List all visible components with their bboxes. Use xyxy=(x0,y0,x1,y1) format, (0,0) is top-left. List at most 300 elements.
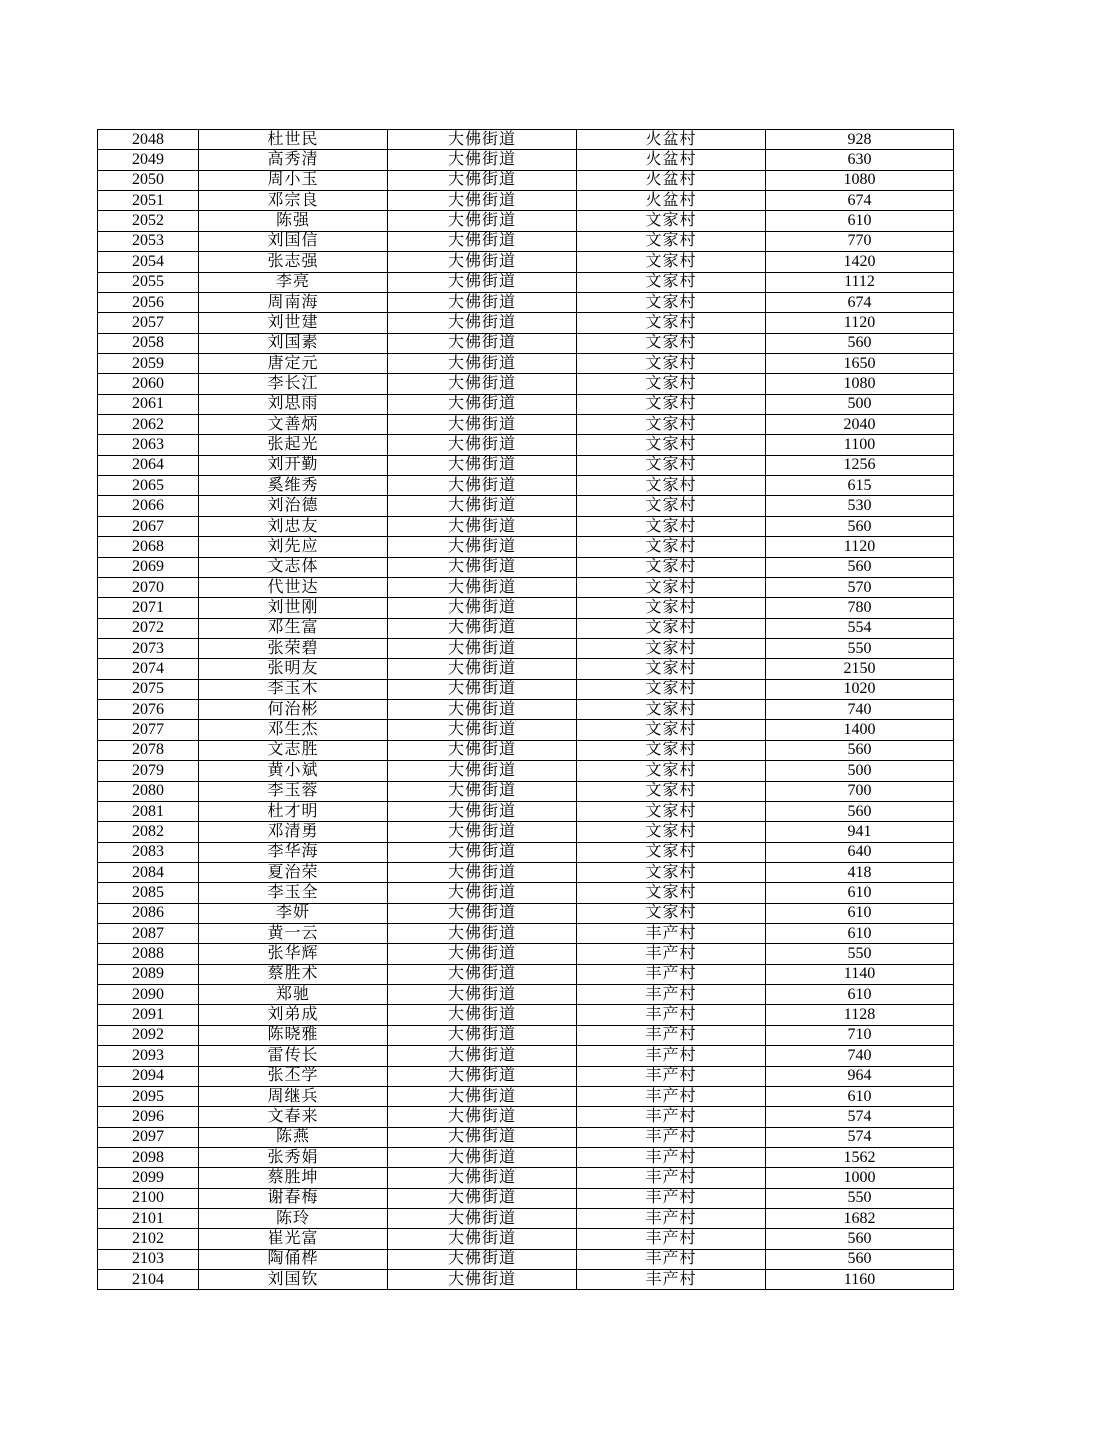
table-row xyxy=(98,679,954,699)
amount-cell: 1140 xyxy=(766,964,954,984)
serial-number-cell: 2099 xyxy=(98,1168,199,1188)
village-cell: 文家村 xyxy=(577,313,766,333)
name-cell: 刘思雨 xyxy=(199,394,388,414)
serial-number-cell: 2067 xyxy=(98,516,199,536)
serial-number-cell: 2063 xyxy=(98,435,199,455)
serial-number-cell: 2092 xyxy=(98,1025,199,1045)
subdistrict-cell: 大佛街道 xyxy=(388,638,577,658)
table-row xyxy=(98,211,954,231)
village-cell: 文家村 xyxy=(577,781,766,801)
subdistrict-cell: 大佛街道 xyxy=(388,985,577,1005)
village-cell: 火盆村 xyxy=(577,150,766,170)
name-cell: 邓生杰 xyxy=(199,720,388,740)
village-cell: 火盆村 xyxy=(577,130,766,150)
amount-cell: 964 xyxy=(766,1066,954,1086)
amount-cell: 780 xyxy=(766,598,954,618)
amount-cell: 710 xyxy=(766,1025,954,1045)
serial-number-cell: 2068 xyxy=(98,537,199,557)
serial-number-cell: 2079 xyxy=(98,761,199,781)
amount-cell: 740 xyxy=(766,700,954,720)
subdistrict-cell: 大佛街道 xyxy=(388,333,577,353)
table-row xyxy=(98,1147,954,1167)
serial-number-cell: 2100 xyxy=(98,1188,199,1208)
amount-cell: 500 xyxy=(766,761,954,781)
name-cell: 张华辉 xyxy=(199,944,388,964)
village-cell: 丰产村 xyxy=(577,1229,766,1249)
serial-number-cell: 2104 xyxy=(98,1270,199,1290)
village-cell: 文家村 xyxy=(577,415,766,435)
serial-number-cell: 2072 xyxy=(98,618,199,638)
name-cell: 张起光 xyxy=(199,435,388,455)
village-cell: 文家村 xyxy=(577,435,766,455)
village-cell: 文家村 xyxy=(577,333,766,353)
amount-cell: 1120 xyxy=(766,313,954,333)
subdistrict-cell: 大佛街道 xyxy=(388,964,577,984)
serial-number-cell: 2070 xyxy=(98,577,199,597)
village-cell: 文家村 xyxy=(577,252,766,272)
serial-number-cell: 2089 xyxy=(98,964,199,984)
subdistrict-cell: 大佛街道 xyxy=(388,1127,577,1147)
table-row xyxy=(98,862,954,882)
amount-cell: 610 xyxy=(766,1086,954,1106)
table-row xyxy=(98,496,954,516)
subdistrict-cell: 大佛街道 xyxy=(388,191,577,211)
village-cell: 文家村 xyxy=(577,842,766,862)
table-row xyxy=(98,150,954,170)
village-cell: 文家村 xyxy=(577,700,766,720)
subdistrict-cell: 大佛街道 xyxy=(388,292,577,312)
name-cell: 崔光富 xyxy=(199,1229,388,1249)
name-cell: 张明友 xyxy=(199,659,388,679)
serial-number-cell: 2058 xyxy=(98,333,199,353)
name-cell: 何治彬 xyxy=(199,700,388,720)
serial-number-cell: 2095 xyxy=(98,1086,199,1106)
village-cell: 文家村 xyxy=(577,353,766,373)
village-cell: 文家村 xyxy=(577,537,766,557)
amount-cell: 550 xyxy=(766,1188,954,1208)
table-row xyxy=(98,924,954,944)
name-cell: 雷传长 xyxy=(199,1046,388,1066)
village-cell: 丰产村 xyxy=(577,1086,766,1106)
village-cell: 丰产村 xyxy=(577,924,766,944)
serial-number-cell: 2086 xyxy=(98,903,199,923)
table-row xyxy=(98,1005,954,1025)
village-cell: 丰产村 xyxy=(577,1249,766,1269)
amount-cell: 1420 xyxy=(766,252,954,272)
amount-cell: 1100 xyxy=(766,435,954,455)
serial-number-cell: 2069 xyxy=(98,557,199,577)
amount-cell: 610 xyxy=(766,903,954,923)
amount-cell: 610 xyxy=(766,924,954,944)
name-cell: 张志强 xyxy=(199,252,388,272)
name-cell: 邓生富 xyxy=(199,618,388,638)
table-row xyxy=(98,740,954,760)
subdistrict-cell: 大佛街道 xyxy=(388,1066,577,1086)
name-cell: 邓宗良 xyxy=(199,191,388,211)
table-row xyxy=(98,700,954,720)
subdistrict-cell: 大佛街道 xyxy=(388,435,577,455)
amount-cell: 418 xyxy=(766,862,954,882)
village-cell: 文家村 xyxy=(577,720,766,740)
name-cell: 刘世建 xyxy=(199,313,388,333)
amount-cell: 550 xyxy=(766,944,954,964)
subdistrict-cell: 大佛街道 xyxy=(388,1046,577,1066)
subdistrict-cell: 大佛街道 xyxy=(388,740,577,760)
village-cell: 文家村 xyxy=(577,822,766,842)
table-row xyxy=(98,638,954,658)
serial-number-cell: 2090 xyxy=(98,985,199,1005)
village-cell: 文家村 xyxy=(577,292,766,312)
amount-cell: 560 xyxy=(766,516,954,536)
village-cell: 文家村 xyxy=(577,761,766,781)
name-cell: 奚维秀 xyxy=(199,476,388,496)
serial-number-cell: 2082 xyxy=(98,822,199,842)
table-row xyxy=(98,435,954,455)
amount-cell: 610 xyxy=(766,883,954,903)
serial-number-cell: 2076 xyxy=(98,700,199,720)
subdistrict-cell: 大佛街道 xyxy=(388,211,577,231)
serial-number-cell: 2056 xyxy=(98,292,199,312)
table-row xyxy=(98,394,954,414)
amount-cell: 928 xyxy=(766,130,954,150)
table-row xyxy=(98,1229,954,1249)
records-table-body xyxy=(98,130,954,1290)
subdistrict-cell: 大佛街道 xyxy=(388,374,577,394)
village-cell: 文家村 xyxy=(577,476,766,496)
serial-number-cell: 2055 xyxy=(98,272,199,292)
serial-number-cell: 2060 xyxy=(98,374,199,394)
amount-cell: 550 xyxy=(766,638,954,658)
amount-cell: 1256 xyxy=(766,455,954,475)
table-row xyxy=(98,822,954,842)
subdistrict-cell: 大佛街道 xyxy=(388,130,577,150)
amount-cell: 674 xyxy=(766,191,954,211)
table-row xyxy=(98,985,954,1005)
amount-cell: 560 xyxy=(766,1249,954,1269)
table-row xyxy=(98,292,954,312)
table-row xyxy=(98,1107,954,1127)
name-cell: 李玉全 xyxy=(199,883,388,903)
village-cell: 文家村 xyxy=(577,618,766,638)
amount-cell: 615 xyxy=(766,476,954,496)
village-cell: 丰产村 xyxy=(577,1005,766,1025)
serial-number-cell: 2054 xyxy=(98,252,199,272)
village-cell: 丰产村 xyxy=(577,1127,766,1147)
amount-cell: 560 xyxy=(766,740,954,760)
subdistrict-cell: 大佛街道 xyxy=(388,781,577,801)
subdistrict-cell: 大佛街道 xyxy=(388,761,577,781)
serial-number-cell: 2103 xyxy=(98,1249,199,1269)
amount-cell: 500 xyxy=(766,394,954,414)
serial-number-cell: 2066 xyxy=(98,496,199,516)
village-cell: 丰产村 xyxy=(577,1209,766,1229)
name-cell: 陈燕 xyxy=(199,1127,388,1147)
amount-cell: 560 xyxy=(766,1229,954,1249)
serial-number-cell: 2080 xyxy=(98,781,199,801)
name-cell: 刘世刚 xyxy=(199,598,388,618)
table-row xyxy=(98,801,954,821)
subdistrict-cell: 大佛街道 xyxy=(388,353,577,373)
table-row xyxy=(98,944,954,964)
table-row xyxy=(98,1188,954,1208)
village-cell: 文家村 xyxy=(577,903,766,923)
subdistrict-cell: 大佛街道 xyxy=(388,659,577,679)
subdistrict-cell: 大佛街道 xyxy=(388,1086,577,1106)
table-row xyxy=(98,252,954,272)
amount-cell: 1080 xyxy=(766,374,954,394)
serial-number-cell: 2050 xyxy=(98,170,199,190)
subdistrict-cell: 大佛街道 xyxy=(388,618,577,638)
amount-cell: 610 xyxy=(766,985,954,1005)
serial-number-cell: 2064 xyxy=(98,455,199,475)
name-cell: 杜世民 xyxy=(199,130,388,150)
name-cell: 周南海 xyxy=(199,292,388,312)
name-cell: 李亮 xyxy=(199,272,388,292)
village-cell: 丰产村 xyxy=(577,985,766,1005)
table-row xyxy=(98,720,954,740)
village-cell: 文家村 xyxy=(577,883,766,903)
table-row xyxy=(98,964,954,984)
table-row xyxy=(98,842,954,862)
village-cell: 丰产村 xyxy=(577,1066,766,1086)
table-row xyxy=(98,761,954,781)
village-cell: 丰产村 xyxy=(577,1025,766,1045)
village-cell: 文家村 xyxy=(577,211,766,231)
village-cell: 文家村 xyxy=(577,659,766,679)
table-row xyxy=(98,1270,954,1290)
amount-cell: 610 xyxy=(766,211,954,231)
subdistrict-cell: 大佛街道 xyxy=(388,1229,577,1249)
village-cell: 文家村 xyxy=(577,231,766,251)
amount-cell: 1120 xyxy=(766,537,954,557)
village-cell: 火盆村 xyxy=(577,191,766,211)
table-row xyxy=(98,598,954,618)
amount-cell: 1020 xyxy=(766,679,954,699)
name-cell: 文志体 xyxy=(199,557,388,577)
table-row xyxy=(98,883,954,903)
table-row xyxy=(98,191,954,211)
name-cell: 蔡胜坤 xyxy=(199,1168,388,1188)
table-row xyxy=(98,1209,954,1229)
village-cell: 文家村 xyxy=(577,374,766,394)
village-cell: 丰产村 xyxy=(577,1107,766,1127)
subdistrict-cell: 大佛街道 xyxy=(388,170,577,190)
amount-cell: 560 xyxy=(766,801,954,821)
amount-cell: 1160 xyxy=(766,1270,954,1290)
amount-cell: 570 xyxy=(766,577,954,597)
subdistrict-cell: 大佛街道 xyxy=(388,394,577,414)
subdistrict-cell: 大佛街道 xyxy=(388,1147,577,1167)
subdistrict-cell: 大佛街道 xyxy=(388,455,577,475)
serial-number-cell: 2065 xyxy=(98,476,199,496)
village-cell: 文家村 xyxy=(577,638,766,658)
amount-cell: 530 xyxy=(766,496,954,516)
serial-number-cell: 2098 xyxy=(98,1147,199,1167)
village-cell: 文家村 xyxy=(577,516,766,536)
amount-cell: 740 xyxy=(766,1046,954,1066)
subdistrict-cell: 大佛街道 xyxy=(388,1005,577,1025)
table-row xyxy=(98,313,954,333)
serial-number-cell: 2077 xyxy=(98,720,199,740)
table-row xyxy=(98,1086,954,1106)
serial-number-cell: 2075 xyxy=(98,679,199,699)
name-cell: 陈强 xyxy=(199,211,388,231)
serial-number-cell: 2051 xyxy=(98,191,199,211)
serial-number-cell: 2074 xyxy=(98,659,199,679)
records-table xyxy=(97,129,954,1290)
subdistrict-cell: 大佛街道 xyxy=(388,496,577,516)
subdistrict-cell: 大佛街道 xyxy=(388,150,577,170)
name-cell: 李长江 xyxy=(199,374,388,394)
serial-number-cell: 2073 xyxy=(98,638,199,658)
amount-cell: 700 xyxy=(766,781,954,801)
serial-number-cell: 2088 xyxy=(98,944,199,964)
name-cell: 周小玉 xyxy=(199,170,388,190)
table-row xyxy=(98,415,954,435)
village-cell: 文家村 xyxy=(577,801,766,821)
village-cell: 文家村 xyxy=(577,862,766,882)
subdistrict-cell: 大佛街道 xyxy=(388,313,577,333)
amount-cell: 941 xyxy=(766,822,954,842)
village-cell: 文家村 xyxy=(577,577,766,597)
amount-cell: 640 xyxy=(766,842,954,862)
subdistrict-cell: 大佛街道 xyxy=(388,598,577,618)
amount-cell: 560 xyxy=(766,333,954,353)
name-cell: 刘开勤 xyxy=(199,455,388,475)
amount-cell: 560 xyxy=(766,557,954,577)
table-row xyxy=(98,1168,954,1188)
amount-cell: 630 xyxy=(766,150,954,170)
subdistrict-cell: 大佛街道 xyxy=(388,415,577,435)
table-row xyxy=(98,516,954,536)
serial-number-cell: 2093 xyxy=(98,1046,199,1066)
name-cell: 唐定元 xyxy=(199,353,388,373)
table-row xyxy=(98,537,954,557)
amount-cell: 1128 xyxy=(766,1005,954,1025)
subdistrict-cell: 大佛街道 xyxy=(388,1168,577,1188)
amount-cell: 2040 xyxy=(766,415,954,435)
table-row xyxy=(98,272,954,292)
name-cell: 代世达 xyxy=(199,577,388,597)
subdistrict-cell: 大佛街道 xyxy=(388,862,577,882)
subdistrict-cell: 大佛街道 xyxy=(388,1025,577,1045)
serial-number-cell: 2059 xyxy=(98,353,199,373)
subdistrict-cell: 大佛街道 xyxy=(388,842,577,862)
serial-number-cell: 2078 xyxy=(98,740,199,760)
table-row xyxy=(98,577,954,597)
amount-cell: 674 xyxy=(766,292,954,312)
village-cell: 文家村 xyxy=(577,679,766,699)
name-cell: 杜才明 xyxy=(199,801,388,821)
subdistrict-cell: 大佛街道 xyxy=(388,1270,577,1290)
table-row xyxy=(98,476,954,496)
serial-number-cell: 2084 xyxy=(98,862,199,882)
serial-number-cell: 2057 xyxy=(98,313,199,333)
serial-number-cell: 2049 xyxy=(98,150,199,170)
table-row xyxy=(98,659,954,679)
village-cell: 文家村 xyxy=(577,272,766,292)
amount-cell: 554 xyxy=(766,618,954,638)
serial-number-cell: 2071 xyxy=(98,598,199,618)
serial-number-cell: 2053 xyxy=(98,231,199,251)
name-cell: 刘国素 xyxy=(199,333,388,353)
subdistrict-cell: 大佛街道 xyxy=(388,944,577,964)
village-cell: 文家村 xyxy=(577,740,766,760)
amount-cell: 1650 xyxy=(766,353,954,373)
serial-number-cell: 2085 xyxy=(98,883,199,903)
name-cell: 黄一云 xyxy=(199,924,388,944)
amount-cell: 2150 xyxy=(766,659,954,679)
village-cell: 丰产村 xyxy=(577,1046,766,1066)
amount-cell: 574 xyxy=(766,1127,954,1147)
village-cell: 丰产村 xyxy=(577,1188,766,1208)
table-row xyxy=(98,455,954,475)
name-cell: 刘先应 xyxy=(199,537,388,557)
subdistrict-cell: 大佛街道 xyxy=(388,801,577,821)
table-row xyxy=(98,353,954,373)
serial-number-cell: 2094 xyxy=(98,1066,199,1086)
serial-number-cell: 2081 xyxy=(98,801,199,821)
village-cell: 文家村 xyxy=(577,598,766,618)
name-cell: 李玉蓉 xyxy=(199,781,388,801)
subdistrict-cell: 大佛街道 xyxy=(388,1249,577,1269)
table-row xyxy=(98,333,954,353)
subdistrict-cell: 大佛街道 xyxy=(388,537,577,557)
amount-cell: 1000 xyxy=(766,1168,954,1188)
village-cell: 丰产村 xyxy=(577,944,766,964)
table-row xyxy=(98,1249,954,1269)
subdistrict-cell: 大佛街道 xyxy=(388,822,577,842)
subdistrict-cell: 大佛街道 xyxy=(388,577,577,597)
subdistrict-cell: 大佛街道 xyxy=(388,924,577,944)
table-row xyxy=(98,231,954,251)
subdistrict-cell: 大佛街道 xyxy=(388,272,577,292)
table-row xyxy=(98,374,954,394)
name-cell: 郑驰 xyxy=(199,985,388,1005)
name-cell: 周继兵 xyxy=(199,1086,388,1106)
name-cell: 陈晓雅 xyxy=(199,1025,388,1045)
table-row xyxy=(98,1046,954,1066)
table-row xyxy=(98,1025,954,1045)
village-cell: 火盆村 xyxy=(577,170,766,190)
subdistrict-cell: 大佛街道 xyxy=(388,1188,577,1208)
serial-number-cell: 2091 xyxy=(98,1005,199,1025)
subdistrict-cell: 大佛街道 xyxy=(388,516,577,536)
name-cell: 刘国钦 xyxy=(199,1270,388,1290)
serial-number-cell: 2061 xyxy=(98,394,199,414)
serial-number-cell: 2096 xyxy=(98,1107,199,1127)
table-row xyxy=(98,1066,954,1086)
name-cell: 刘忠友 xyxy=(199,516,388,536)
table-row xyxy=(98,903,954,923)
village-cell: 文家村 xyxy=(577,557,766,577)
serial-number-cell: 2097 xyxy=(98,1127,199,1147)
subdistrict-cell: 大佛街道 xyxy=(388,1107,577,1127)
name-cell: 陶俑桦 xyxy=(199,1249,388,1269)
village-cell: 丰产村 xyxy=(577,1168,766,1188)
name-cell: 张荣碧 xyxy=(199,638,388,658)
name-cell: 文志胜 xyxy=(199,740,388,760)
name-cell: 刘弟成 xyxy=(199,1005,388,1025)
village-cell: 丰产村 xyxy=(577,964,766,984)
amount-cell: 770 xyxy=(766,231,954,251)
name-cell: 邓清勇 xyxy=(199,822,388,842)
amount-cell: 1112 xyxy=(766,272,954,292)
name-cell: 陈玲 xyxy=(199,1209,388,1229)
name-cell: 黄小斌 xyxy=(199,761,388,781)
serial-number-cell: 2101 xyxy=(98,1209,199,1229)
name-cell: 张丕学 xyxy=(199,1066,388,1086)
